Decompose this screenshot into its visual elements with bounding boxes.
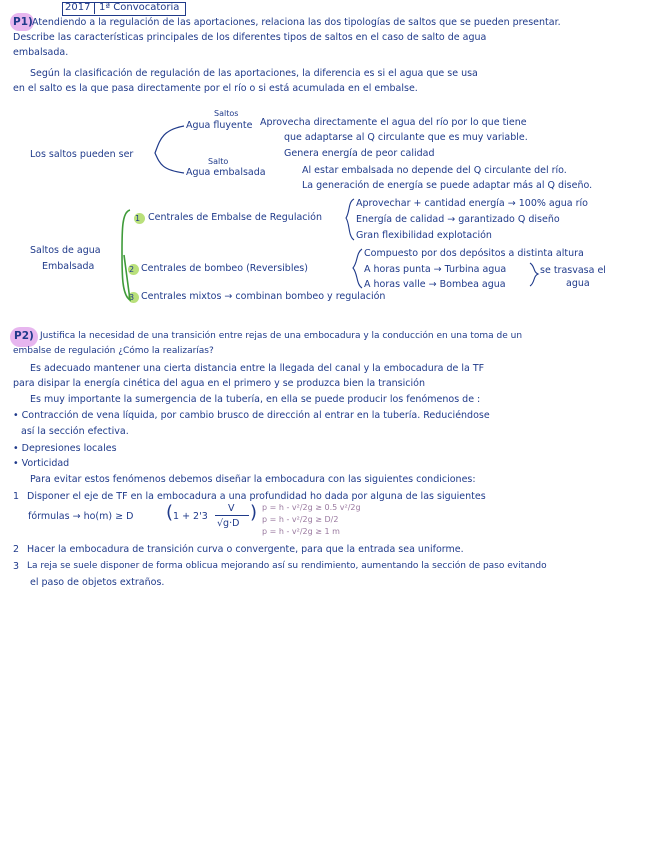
item-1-brace	[346, 199, 354, 240]
condition-3-number: 3	[13, 561, 20, 572]
group-label-line-2: Embalsada	[42, 261, 95, 272]
bullet-1-text: Contracción de vena líquida, por cambio brusco de dirección al entrar en la tubería. Reduciéndose	[21, 410, 490, 421]
item-2-title: Centrales de bombeo (Reversibles)	[141, 263, 308, 274]
p2-question-line-2: embalse de regulación ¿Cómo la realizarías?	[13, 346, 214, 356]
formula-numerator: V	[228, 503, 235, 514]
bullet-3-text: Vorticidad	[21, 458, 70, 469]
formula-open-paren: (	[166, 502, 174, 523]
group-label-line-1: Saltos de agua	[30, 245, 101, 256]
bullet-1-continued: así la sección efectiva.	[21, 426, 129, 437]
embalsada-small-label: Salto	[208, 157, 229, 166]
item-1-title: Centrales de Embalse de Regulación	[148, 212, 322, 223]
fluyente-line-2: que adaptarse al Q circulante que es muy variable.	[284, 132, 528, 143]
p2-body-line-1: Es adecuado mantener una cierta distancia entre la llegada del canal y la embocadura de la TF	[30, 363, 485, 374]
item-1-point-2: Energía de calidad → garantizado Q diseño	[356, 214, 560, 225]
p1-question-line-1: Atendiendo a la regulación de las aportaciones, relaciona las dos tipologías de saltos que se pueden presentar.	[32, 17, 561, 28]
formula-alt-3: p = h - v²/2g ≥ 1 m	[262, 527, 340, 536]
embalsada-line-2: La generación de energía se puede adaptar más al Q diseño.	[302, 180, 593, 191]
item-2-brace	[353, 249, 362, 288]
bullet-3: • Vorticidad	[13, 458, 70, 469]
item-2-side-note-2: agua	[566, 278, 590, 289]
item-2-point-1: Compuesto por dos depósitos a distinta altura	[364, 248, 584, 259]
item-2-point-3: A horas valle → Bombea agua	[364, 279, 506, 290]
saltos-brace	[155, 126, 184, 173]
condition-1-line-1: Disponer el eje de TF en la embocadura a una profundidad ho dada por alguna de las siguientes	[27, 491, 486, 502]
fluyente-line-3: Genera energía de peor calidad	[284, 148, 435, 159]
item-1-point-3: Gran flexibilidad explotación	[356, 230, 492, 241]
condition-1-number: 1	[13, 491, 20, 502]
bullet-2-text: Depresiones locales	[21, 443, 117, 454]
p1-intro-line-1: Según la clasificación de regulación de las aportaciones, la diferencia es si el agua que se usa	[30, 68, 478, 79]
condition-2-text: Hacer la embocadura de transición curva o convergente, para que la entrada sea uniforme.	[27, 544, 464, 555]
fluyente-small-label: Saltos	[214, 109, 239, 118]
group-brace	[122, 210, 130, 300]
item-3-title: Centrales mixtos → combinan bombeo y regulación	[141, 291, 386, 302]
item-1-number: 1	[135, 214, 141, 223]
p1-question-line-3: embalsada.	[13, 47, 69, 58]
header-year: 2017	[65, 2, 91, 13]
saltos-label: Los saltos pueden ser	[30, 149, 134, 160]
formula-close-paren: )	[250, 502, 258, 523]
p1-badge: P1)	[13, 16, 33, 28]
condition-2-number: 2	[13, 544, 20, 555]
formula-alt-1: p = h - v²/2g ≥ 0.5 v²/2g	[262, 503, 361, 512]
formula-denominator: √g·D	[217, 518, 240, 529]
p2-badge: P2)	[14, 330, 34, 342]
condition-3-line-1: La reja se suele disponer de forma oblicua mejorando así su rendimiento, aumentando la sección de paso evitando	[27, 561, 547, 571]
bullet-1: • Contracción de vena líquida, por cambio brusco de dirección al entrar en la tubería. Reduciéndose	[13, 410, 490, 421]
item-2-number: 2	[129, 265, 135, 274]
p1-question-line-2: Describe las características principales de los diferentes tipos de saltos en el caso de salto de agua	[13, 32, 487, 43]
p2-body-line-2: para disipar la energía cinética del agua en el primero y se produzca bien la transición	[13, 378, 425, 389]
item-2-side-brace	[530, 263, 538, 286]
conditions-intro: Para evitar estos fenómenos debemos diseñar la embocadura con las siguientes condiciones:	[30, 474, 476, 485]
p2-question-line-1: Justifica la necesidad de una transición entre rejas de una embocadura y la conducción en una toma de un	[40, 331, 523, 341]
item-2-point-2: A horas punta → Turbina agua	[364, 264, 507, 275]
formula-one-plus: 1 + 2'3	[173, 511, 208, 522]
item-3-number: 3	[129, 293, 135, 302]
embalsada-name: Agua embalsada	[186, 167, 266, 178]
embalsada-line-1: Al estar embalsada no depende del Q circulante del río.	[302, 165, 567, 176]
bullet-2: • Depresiones locales	[13, 443, 117, 454]
header-title: 1ª Convocatoria	[99, 2, 180, 13]
formula-fraction-bar	[215, 515, 249, 516]
fluyente-name: Agua fluyente	[186, 120, 253, 131]
p1-intro-line-2: en el salto es la que pasa directamente por el río o si está acumulada en el embalse.	[13, 83, 418, 94]
header-divider	[94, 3, 95, 14]
p2-body-line-3: Es muy importante la sumergencia de la tubería, en ella se puede producir los fenómenos de :	[30, 394, 481, 405]
condition-1-line-2: fórmulas → ho(m) ≥ D	[28, 511, 134, 522]
condition-3-line-2: el paso de objetos extraños.	[30, 577, 165, 588]
formula-alt-2: p = h - v²/2g ≥ D/2	[262, 515, 339, 524]
item-1-point-1: Aprovechar + cantidad energía → 100% agua río	[356, 198, 588, 209]
item-2-side-note-1: se trasvasa el	[540, 265, 606, 276]
fluyente-line-1: Aprovecha directamente el agua del río por lo que tiene	[260, 117, 527, 128]
